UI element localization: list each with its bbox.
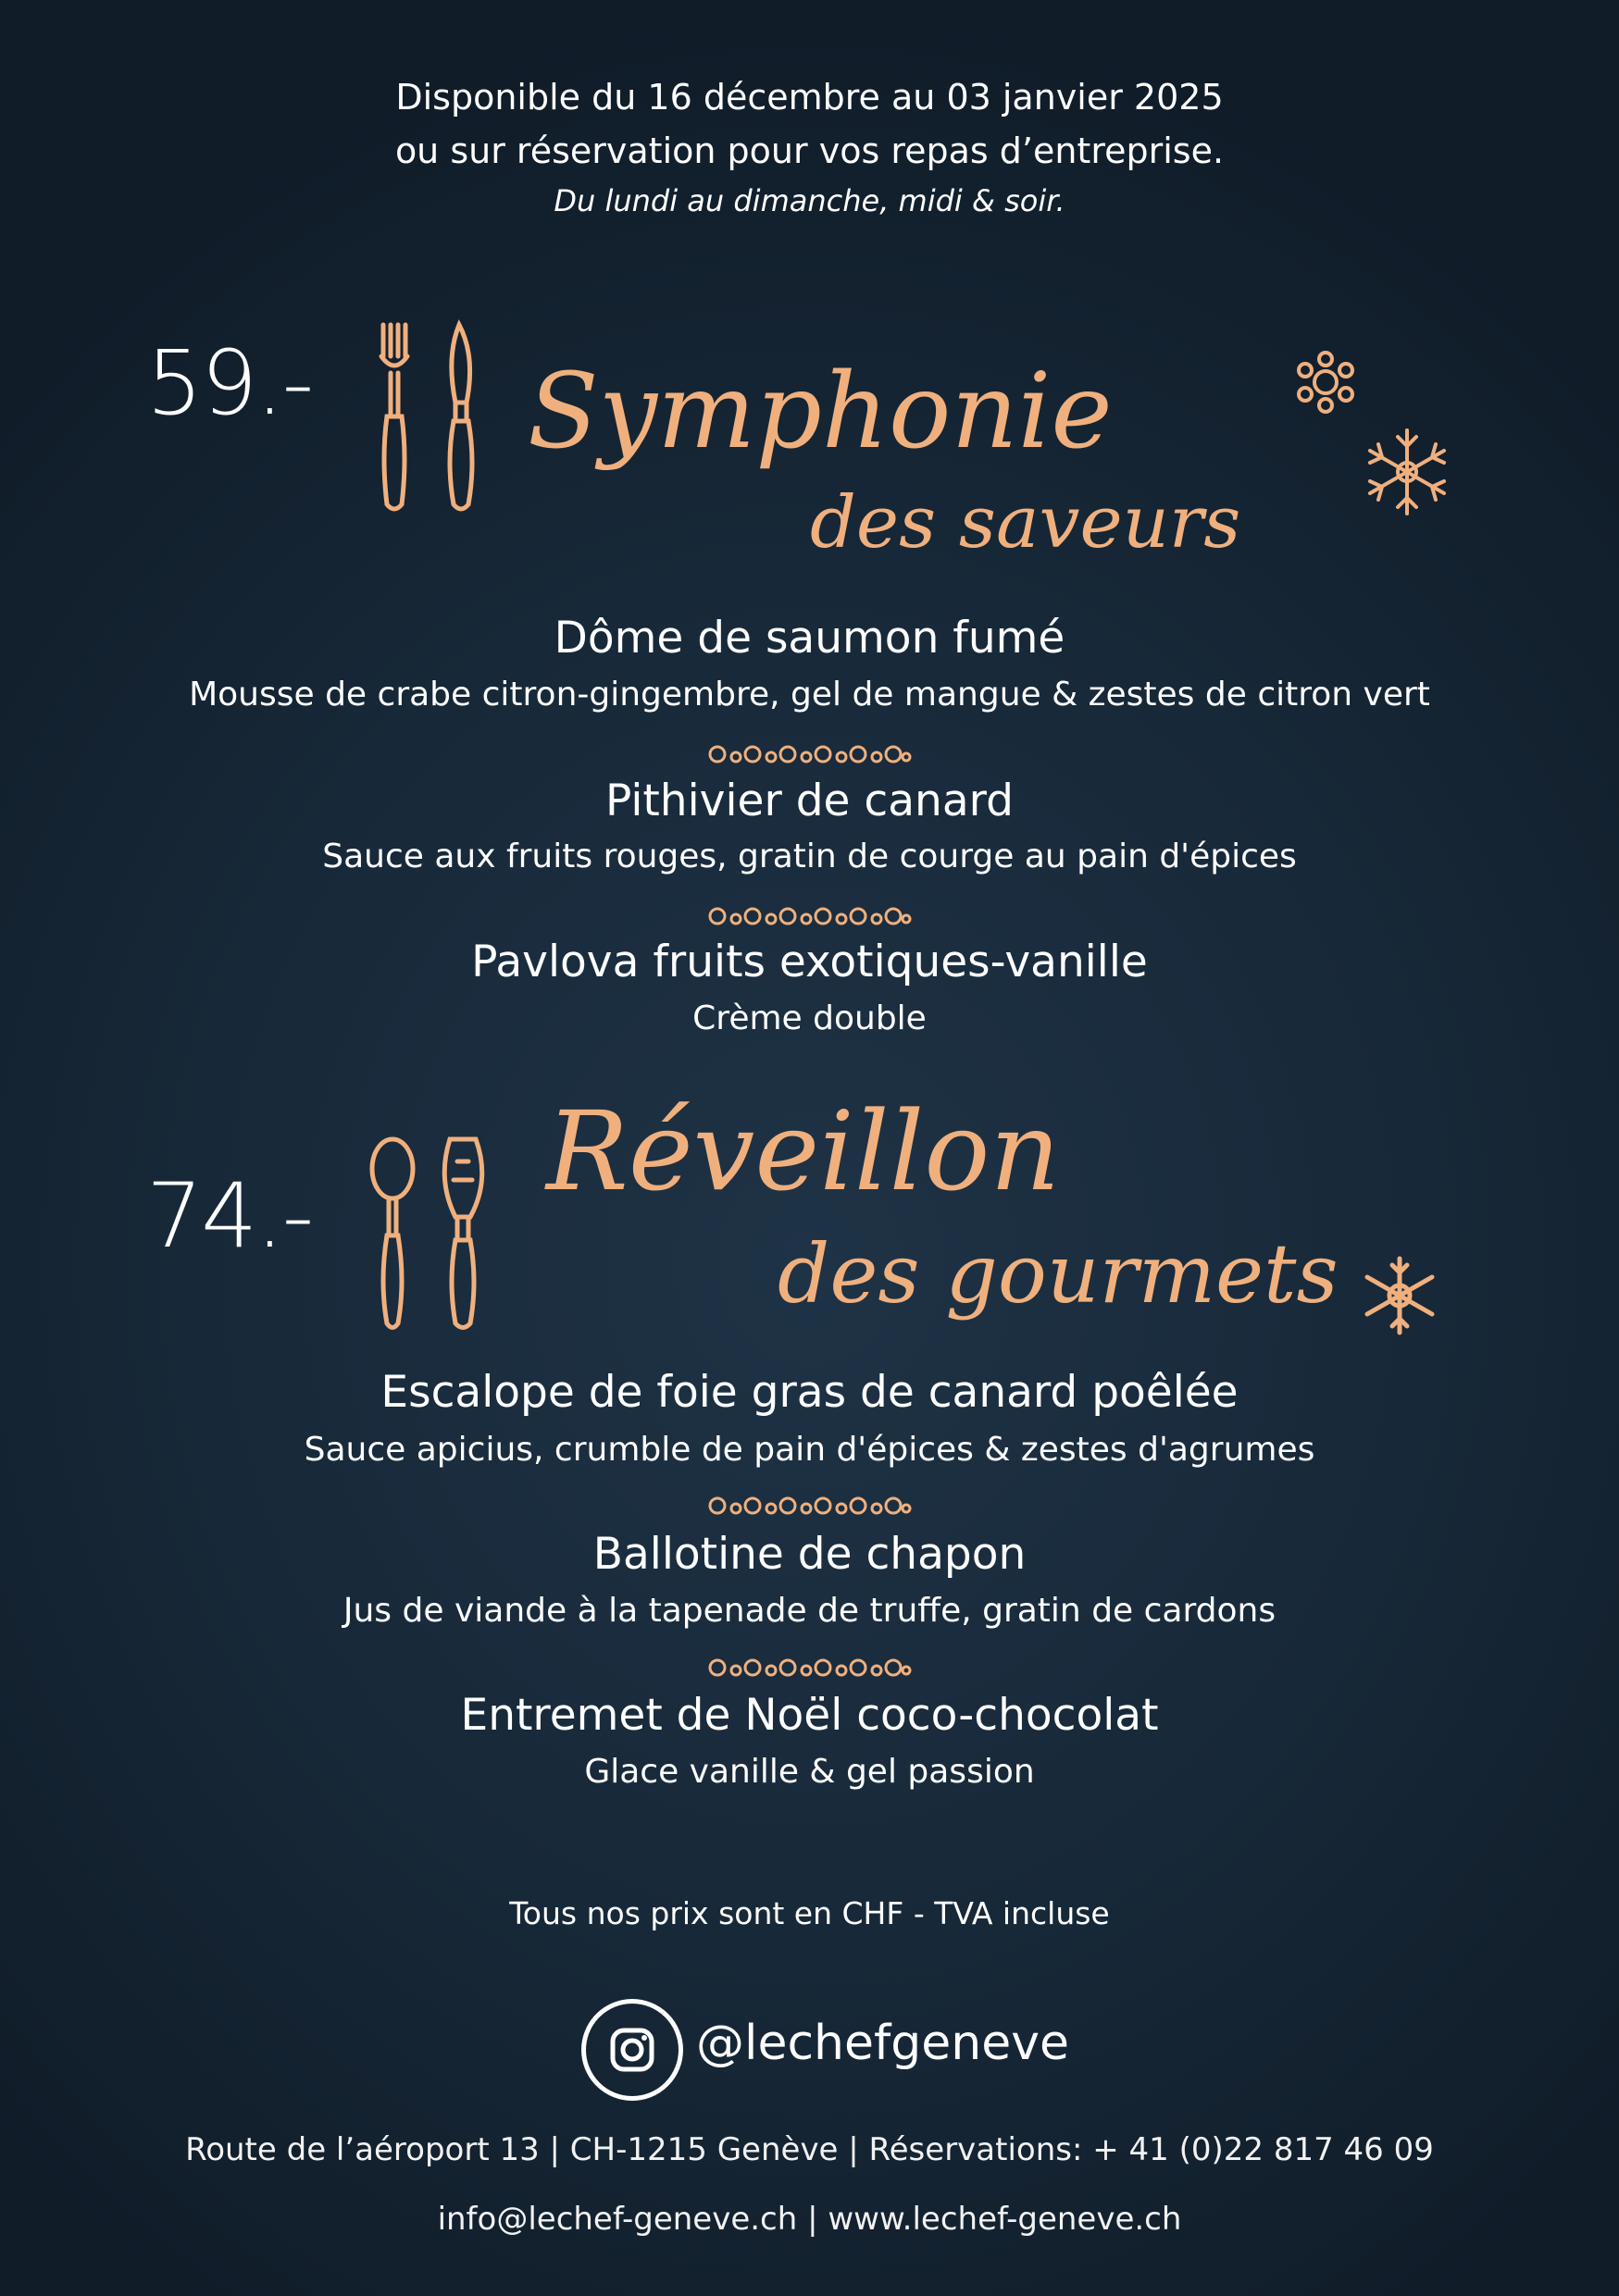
footer-address: Route de l’aéroport 13 | CH-1215 Genève | Réservations: + 41 (0)22 817 46 09 [185, 2131, 1434, 2168]
price-note: Tous nos prix sont en CHF - TVA incluse [509, 1895, 1110, 1931]
instagram-icon[interactable] [581, 1999, 683, 2101]
menu-1-course-3-desc: Crème double [692, 999, 927, 1037]
menu-2-course-3-name: Entremet de Noël coco-chocolat [460, 1690, 1159, 1741]
menu-1-course-1-desc: Mousse de crabe citron-gingembre, gel de mangue & zestes de citron vert [189, 676, 1430, 714]
menu-2-course-1-name: Escalope de foie gras de canard poêlée [380, 1367, 1239, 1418]
intro-hours: Du lundi au dimanche, midi & soir. [554, 183, 1065, 218]
spoon-server-icon [361, 1134, 500, 1337]
ornament-divider [0, 740, 1619, 768]
menu-2-course-2-desc: Jus de viande à la tapenade de truffe, gratin de cardons [342, 1592, 1277, 1630]
menu-2-price: 74.- [146, 1164, 313, 1268]
menu-2-title-line2: des gourmets [778, 1226, 1339, 1322]
snowflake-icon [1291, 350, 1361, 415]
menu-2-course-2-name: Ballotine de chapon [592, 1529, 1027, 1580]
menu-1-title-line1: Symphonie [528, 352, 1113, 472]
menu-2-course-3-desc: Glace vanille & gel passion [584, 1753, 1035, 1791]
menu-2-course-1-desc: Sauce apicius, crumble de pain d'épices & zestes d'agrumes [304, 1431, 1315, 1469]
footer-contact[interactable]: info@lechef-geneve.ch | www.lechef-geneve.ch [437, 2201, 1182, 2238]
ornament-divider [0, 1654, 1619, 1682]
menu-1-price: 59.- [146, 331, 313, 435]
intro-dates: Disponible du 16 décembre au 03 janvier 2025 [395, 77, 1224, 118]
menu-2-title-line1: Réveillon [546, 1087, 1061, 1215]
intro-reservation: ou sur réservation pour vos repas d’entreprise. [394, 130, 1225, 171]
instagram-handle[interactable]: @lechefgeneve [696, 2016, 1069, 2071]
snowflake-icon [1356, 426, 1458, 518]
menu-1-title-line2: des saveurs [810, 481, 1241, 565]
menu-1-course-2-name: Pithivier de canard [605, 776, 1014, 826]
ornament-divider [0, 1492, 1619, 1520]
menu-1-course-2-desc: Sauce aux fruits rouges, gratin de courge au pain d'épices [322, 838, 1297, 875]
menu-1-course-1-name: Dôme de saumon fumé [554, 613, 1065, 664]
snowflake-icon [1358, 1254, 1441, 1337]
fork-knife-icon [363, 319, 492, 518]
menu-1-course-3-name: Pavlova fruits exotiques-vanille [471, 937, 1148, 987]
ornament-divider [0, 902, 1619, 930]
